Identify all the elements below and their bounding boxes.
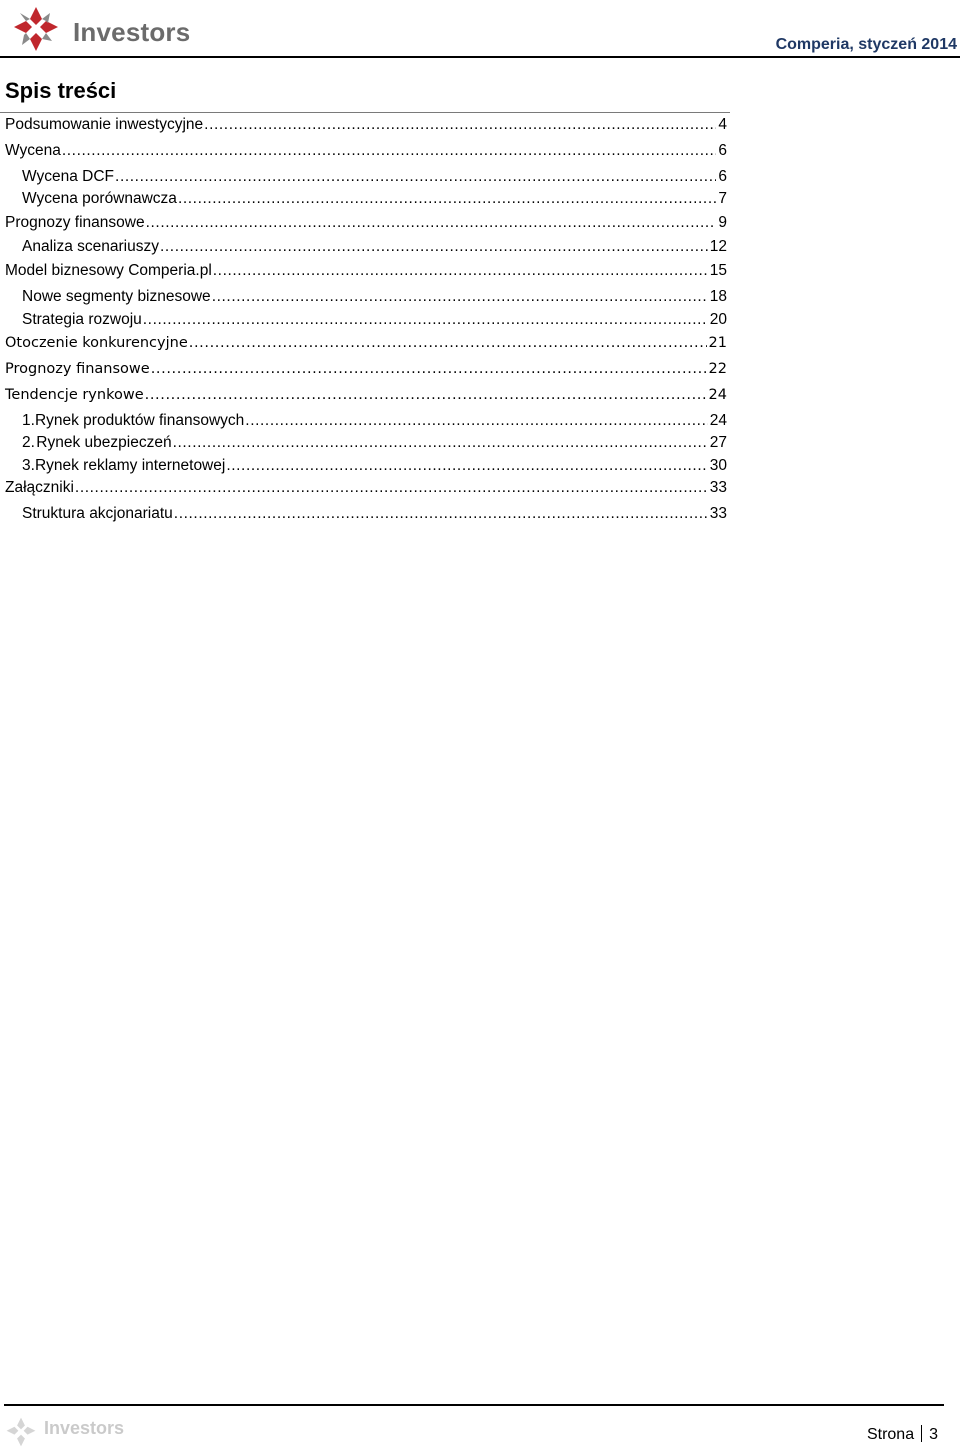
toc-dot-leader — [115, 166, 716, 188]
footer-divider — [4, 1404, 944, 1406]
toc-title: Spis treści — [5, 78, 117, 103]
toc-entry-label: Wycena porównawcza — [22, 190, 177, 207]
toc-entry-label: Strategia rozwoju — [22, 311, 142, 328]
toc-dot-leader — [75, 477, 708, 499]
page-separator — [921, 1425, 922, 1442]
toc-entry-page: 20 — [709, 311, 727, 328]
toc-entry-number: 3. — [22, 457, 35, 474]
toc-dot-leader — [146, 212, 717, 234]
toc-entry-page: 33 — [709, 479, 727, 496]
toc-dot-leader — [62, 140, 717, 162]
toc-entry[interactable] — [22, 166, 727, 188]
toc-entry[interactable] — [22, 309, 727, 331]
toc-entry-page: 22 — [708, 361, 727, 377]
toc-entry-label: Analiza scenariuszy — [22, 238, 159, 255]
page-header — [0, 0, 960, 60]
toc-entry[interactable] — [5, 212, 727, 234]
toc-entry[interactable] — [5, 384, 727, 406]
toc-dot-leader — [174, 503, 708, 525]
toc-entry-page: 6 — [718, 168, 727, 185]
toc-entry-label: Nowe segmenty biznesowe — [22, 288, 211, 305]
toc-entry-label: Podsumowanie inwestycyjne — [5, 116, 204, 133]
toc-entry[interactable] — [5, 260, 727, 282]
toc-entry[interactable] — [5, 332, 727, 354]
toc-dot-leader — [178, 188, 716, 210]
investors-star-icon — [10, 5, 62, 53]
toc-entry-label: Rynek reklamy internetowej — [34, 457, 226, 474]
investors-star-icon — [4, 1416, 38, 1448]
toc-entry-page: 18 — [709, 288, 727, 305]
toc-entry-number: 2. — [22, 434, 35, 451]
footer-brand-name: Investors — [44, 1418, 125, 1438]
toc-dot-leader — [226, 455, 707, 477]
toc-dot-leader — [204, 114, 716, 136]
toc-entry-page: 9 — [718, 214, 727, 231]
toc-title-divider — [0, 112, 730, 113]
toc-dot-leader — [212, 286, 708, 308]
toc-entry-page: 7 — [718, 190, 727, 207]
page-number-value: 3 — [929, 1426, 938, 1443]
toc-entry-page: 21 — [708, 335, 727, 351]
toc-entry-page: 24 — [709, 412, 727, 429]
toc-dot-leader — [143, 309, 708, 331]
toc-entry[interactable] — [22, 188, 727, 210]
toc-entry-page: 6 — [718, 142, 727, 159]
toc-entry-page: 4 — [718, 116, 727, 133]
toc-entry[interactable] — [22, 503, 727, 525]
toc-dot-leader — [245, 410, 707, 432]
brand-name: Investors — [73, 17, 191, 47]
toc-entry-label: Prognozy finansowe — [5, 214, 145, 231]
toc-entry-page: 33 — [709, 505, 727, 522]
toc-entry-page: 12 — [709, 238, 727, 255]
toc-entry[interactable] — [5, 114, 727, 136]
toc-entry-label: Wycena DCF — [22, 168, 115, 185]
toc-entry[interactable] — [22, 432, 727, 454]
report-date: Comperia, styczeń 2014 — [775, 36, 957, 53]
toc-entry-number: 1. — [22, 412, 35, 429]
header-divider — [0, 56, 960, 58]
toc-dot-leader — [145, 384, 707, 406]
toc-entry-label: Rynek produktów finansowych — [34, 412, 245, 429]
toc-entry-label: Otoczenie konkurencyjne — [5, 335, 188, 351]
toc-entry-label: Struktura akcjonariatu — [22, 505, 173, 522]
toc-entry-label: Model biznesowy Comperia.pl — [5, 262, 212, 279]
toc-entry[interactable] — [5, 477, 727, 499]
toc-dot-leader — [151, 358, 707, 380]
toc-entry-page: 24 — [708, 387, 727, 403]
toc-dot-leader — [160, 236, 708, 258]
toc-dot-leader — [189, 332, 707, 354]
footer-logo — [4, 1416, 124, 1448]
toc-entry-page: 27 — [709, 434, 727, 451]
investors-logo — [10, 5, 191, 53]
toc-entry-label: Rynek ubezpieczeń — [36, 434, 172, 451]
toc-entry[interactable] — [5, 140, 727, 162]
toc-entry[interactable] — [5, 358, 727, 380]
toc-entry[interactable] — [22, 410, 727, 432]
page-word: Strona — [866, 1426, 915, 1443]
toc-entry-page: 30 — [709, 457, 727, 474]
toc-entry[interactable] — [22, 455, 727, 477]
toc-entry-label: Tendencje rynkowe — [5, 387, 144, 403]
toc-dot-leader — [213, 260, 708, 282]
toc-entry-label: Załączniki — [5, 479, 74, 496]
toc-entry[interactable] — [22, 236, 727, 258]
page-number — [867, 1425, 938, 1444]
toc-entry-label: Wycena — [5, 142, 61, 159]
toc-entry[interactable] — [22, 286, 727, 308]
toc-entry-page: 15 — [709, 262, 727, 279]
toc-dot-leader — [173, 432, 708, 454]
toc-entry-label: Prognozy finansowe — [5, 361, 150, 377]
